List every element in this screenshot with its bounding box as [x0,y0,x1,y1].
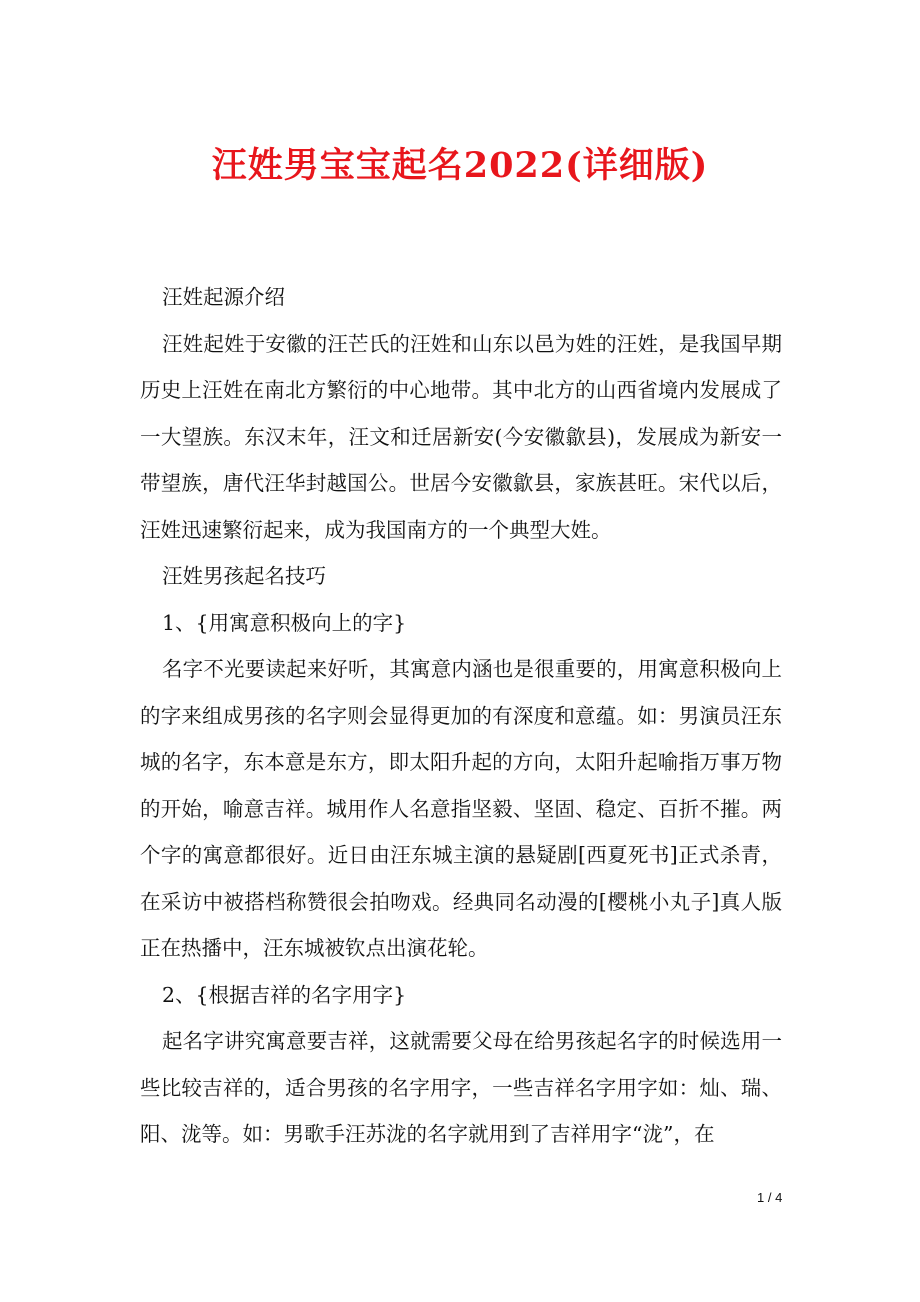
paragraph-tip-1: 名字不光要读起来好听，其寓意内涵也是很重要的，用寓意积极向上的字来组成男孩的名字则会显得更加的有深度和意蕴。如：男演员汪东城的名字，东本意是东方，即太阳升起的方向，太阳升起喻指万事万物的开始，喻意吉祥。城用作人名意指坚毅、坚固、稳定、百折不摧。两个字的寓意都很好。近日由汪东城主演的悬疑剧[西夏死书]正式杀青，在采访中被搭档称赞很会拍吻戏。经典同名动漫的[樱桃小丸子]真人版正在热播中，汪东城被钦点出演花轮。 [140,657,782,960]
section-heading-naming-tips: 汪姓男孩起名技巧 [162,564,326,588]
paragraph-origin: 汪姓起姓于安徽的汪芒氏的汪姓和山东以邑为姓的汪姓，是我国早期历史上汪姓在南北方繁衍的中心地带。其中北方的山西省境内发展成了一大望族。东汉末年，汪文和迁居新安(今安徽歙县)，发展成为新安一带望族，唐代汪华封越国公。世居今安徽歙县，家族甚旺。宋代以后，汪姓迅速繁衍起来，成为我国南方的一个典型大姓。 [140,331,782,542]
document-title: 汪姓男宝宝起名2022(详细版) [211,145,709,186]
paragraph-tip-2: 起名字讲究寓意要吉祥，这就需要父母在给男孩起名字的时候选用一些比较吉祥的，适合男孩的名字用字，一些吉祥名字用字如：灿、瑞、阳、泷等。如：男歌手汪苏泷的名字就用到了吉祥用字“泷”，在 [140,1029,782,1146]
document-body [140,274,782,1158]
section-heading-origin: 汪姓起源介绍 [162,285,285,309]
tip-heading-1: 1、{用寓意积极向上的字} [162,610,407,635]
page-number: 1 / 4 [757,1190,783,1205]
tip-heading-2: 2、{根据吉祥的名字用字} [162,982,407,1007]
